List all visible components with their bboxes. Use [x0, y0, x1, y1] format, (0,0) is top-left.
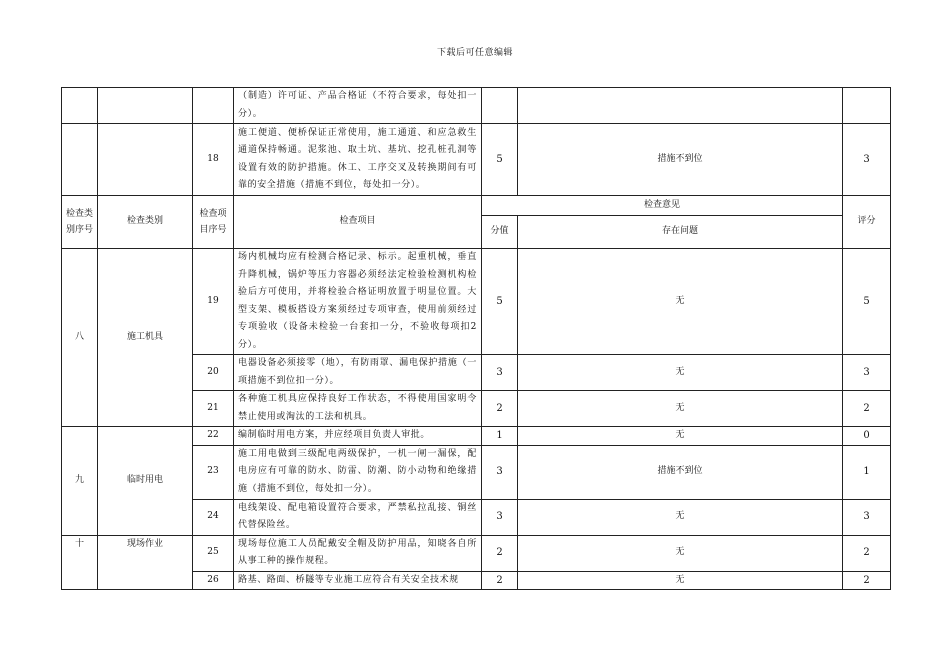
- item-text: 场内机械均应有检测合格记录、标示。起重机械，垂直升降机械，锅炉等压力容器必须经法定检验检测机构检验后方可使用，并将检验合格证明放置于明显位置。大型支架、模板搭设方案须经过专项审查，使用前须经过专项验收（设备未检验一台套扣一分，不验收每项扣2分）。: [234, 249, 482, 355]
- rating: 2: [843, 571, 891, 590]
- header-issues: 存在问题: [518, 216, 843, 249]
- header-item-no: 检查项目序号: [193, 196, 234, 249]
- item-no-cell: [193, 88, 234, 124]
- item-no: 22: [193, 427, 234, 446]
- score-value: 2: [482, 571, 518, 590]
- header-rating: 评分: [843, 196, 891, 249]
- issue-text: 无: [518, 535, 843, 571]
- item-text: 编制临时用电方案，并应经项目负责人审批。: [234, 427, 482, 446]
- item-no: 26: [193, 571, 234, 590]
- group-cell: [98, 124, 193, 196]
- group-cell: [98, 88, 193, 124]
- table-row: [62, 535, 891, 571]
- group-no: 十: [62, 535, 98, 590]
- score-cell: [843, 88, 891, 124]
- header-score-value: 分值: [482, 216, 518, 249]
- rating: 3: [843, 499, 891, 535]
- issue-text: 措施不到位: [518, 445, 843, 499]
- header-note: 下载后可任意编辑: [436, 48, 513, 58]
- item-no: 20: [193, 355, 234, 391]
- item-text: 现场每位施工人员配戴安全帽及防护用品，知晓各自所从事工种的操作规程。: [234, 535, 482, 571]
- table-row: [62, 88, 891, 124]
- header-opinion: 检查意见: [482, 196, 843, 216]
- item-text: 施工便道、便桥保证正常使用，施工通道、和应急救生通道保持畅通。泥浆池、取土坑、基坑、挖孔桩孔洞等设置有效的防护措施。休工、工序交叉及转换期间有可靠的安全措施（措施不到位，每处扣一分）。: [234, 124, 482, 196]
- item-no: 19: [193, 249, 234, 355]
- issue-cell: [518, 88, 843, 124]
- score-value: 1: [482, 427, 518, 446]
- header-row: [62, 196, 891, 216]
- header-item: 检查项目: [234, 196, 482, 249]
- issue-text: 无: [518, 427, 843, 446]
- item-no: 21: [193, 391, 234, 427]
- table-row: [62, 427, 891, 446]
- issue-text: 无: [518, 571, 843, 590]
- rating: 1: [843, 445, 891, 499]
- group-name: 现场作业: [98, 535, 193, 590]
- score-value: 3: [482, 499, 518, 535]
- header-group-no: 检查类别序号: [62, 196, 98, 249]
- item-text: （制造）许可证、产品合格证（不符合要求，每处扣一分）。: [234, 88, 482, 124]
- group-no: 九: [62, 427, 98, 536]
- table-row: [62, 124, 891, 196]
- rating: 3: [843, 124, 891, 196]
- rating: 2: [843, 535, 891, 571]
- group-no: 八: [62, 249, 98, 427]
- issue-text: 无: [518, 391, 843, 427]
- item-no: 23: [193, 445, 234, 499]
- header-group: 检查类别: [98, 196, 193, 249]
- score-value: 3: [482, 355, 518, 391]
- issue-text: 无: [518, 499, 843, 535]
- rating: 2: [843, 391, 891, 427]
- score-value: 2: [482, 391, 518, 427]
- issue-text: 无: [518, 355, 843, 391]
- item-text: 电线架设、配电箱设置符合要求，严禁私拉乱接、铜丝代替保险丝。: [234, 499, 482, 535]
- group-name: 临时用电: [98, 427, 193, 536]
- score-value: 5: [482, 249, 518, 355]
- item-text: 施工用电做到三级配电两级保护，一机一闸一漏保，配电房应有可靠的防水、防雷、防潮、防小动物和绝缘措施（措施不到位，每处扣一分）。: [234, 445, 482, 499]
- group-no-cell: [62, 124, 98, 196]
- table-row: [62, 249, 891, 355]
- value-cell: [482, 88, 518, 124]
- rating: 5: [843, 249, 891, 355]
- rating: 0: [843, 427, 891, 446]
- group-no-cell: [62, 88, 98, 124]
- item-text: 路基、路面、桥隧等专业施工应符合有关安全技术规: [234, 571, 482, 590]
- rating: 3: [843, 355, 891, 391]
- item-text: 各种施工机具应保持良好工作状态，不得使用国家明令禁止使用或淘汰的工法和机具。: [234, 391, 482, 427]
- item-no: 24: [193, 499, 234, 535]
- issue-text: 措施不到位: [518, 124, 843, 196]
- item-text: 电器设备必须接零（地），有防雨罩、漏电保护措施（一项措施不到位扣一分）。: [234, 355, 482, 391]
- item-no: 18: [193, 124, 234, 196]
- item-no: 25: [193, 535, 234, 571]
- group-name: 施工机具: [98, 249, 193, 427]
- score-value: 5: [482, 124, 518, 196]
- score-value: 2: [482, 535, 518, 571]
- score-value: 3: [482, 445, 518, 499]
- issue-text: 无: [518, 249, 843, 355]
- safety-inspection-table: [61, 87, 891, 590]
